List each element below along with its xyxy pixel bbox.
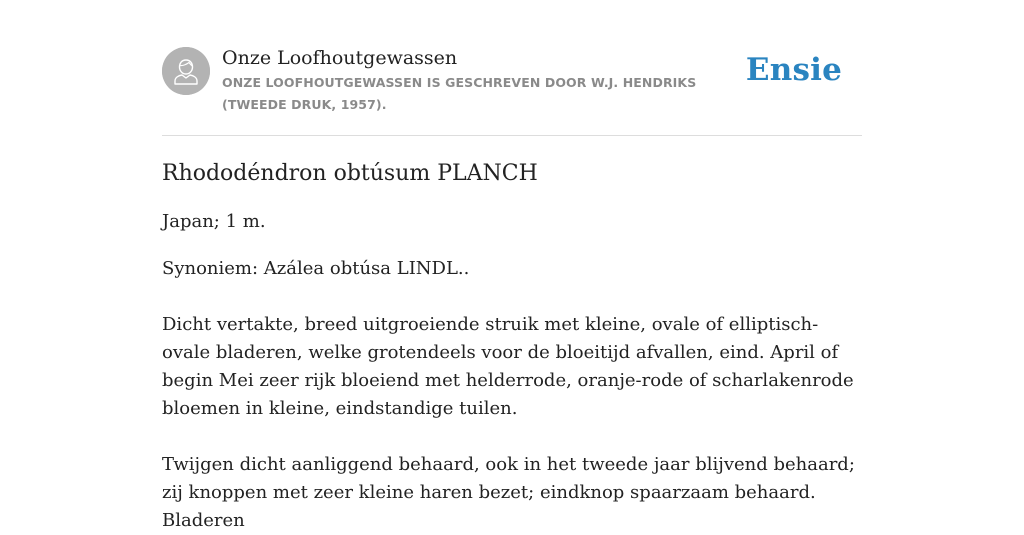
entry-paragraph: Twijgen dicht aanliggend behaard, ook in het tweede jaar blijvend behaard; zij knoppen met zeer kleine haren bezet; eindknop spaarzaam behaard. Bladeren (162, 454, 855, 531)
entry-synonym: Synoniem: Azálea obtúsa LINDL.. (162, 258, 470, 279)
site-description: ONZE LOOFHOUTGEWASSEN IS GESCHREVEN DOOR W.J. HENDRIKS (TWEEDE DRUK, 1957). (222, 75, 697, 112)
site-title[interactable]: Onze Loofhoutgewassen (222, 47, 458, 69)
entry-content (162, 157, 862, 535)
entry-origin: Japan; 1 m. (162, 211, 266, 232)
entry-paragraph: Dicht vertakte, breed uitgroeiende struik met kleine, ovale of elliptisch-ovale bladeren, welke grotendeels voor de bloeitijd afvallen, eind. April of begin Mei zeer rijk bloeiend met helderrode, oranje-rode of scharlakenrode bloemen in kleine, eindstandige tuilen. (162, 314, 854, 419)
site-header (162, 46, 862, 116)
entry-title: Rhododéndron obtúsum PLANCH (162, 161, 538, 186)
header-divider (162, 135, 862, 136)
user-icon[interactable] (162, 47, 210, 95)
ensie-logo[interactable]: Ensie (745, 52, 842, 88)
